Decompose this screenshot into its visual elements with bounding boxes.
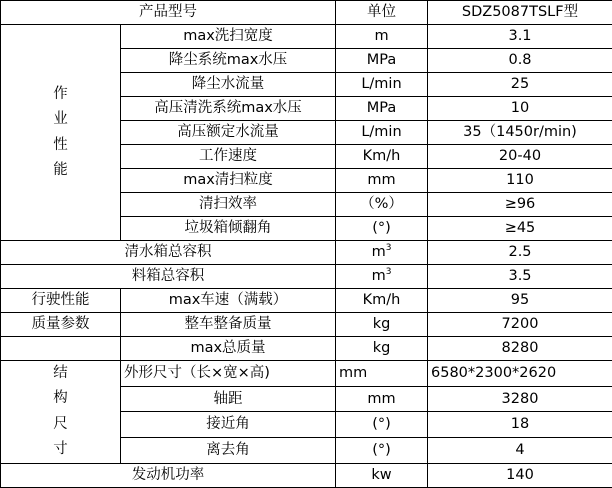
param-unit: Km/h <box>336 145 428 169</box>
param-name: 清扫效率 <box>121 193 336 217</box>
operation-group-label: 作 业 性 能 <box>1 25 121 241</box>
param-name: max车速（满载） <box>121 289 336 313</box>
header-model: SDZ5087TSLF型 <box>428 1 612 25</box>
param-name: 外形尺寸（长×宽×高) <box>121 361 336 387</box>
param-value: 3280 <box>428 386 612 412</box>
header-row <box>1 1 612 25</box>
param-name: 垃圾箱倾翻角 <box>121 217 336 241</box>
param-unit: kg <box>336 337 428 361</box>
param-name: max清扫粒度 <box>121 169 336 193</box>
param-value: 8280 <box>428 337 612 361</box>
param-unit: mm <box>336 361 428 387</box>
table-row <box>1 313 612 337</box>
param-unit: kw <box>336 463 428 487</box>
param-value: 0.8 <box>428 49 612 73</box>
table-row <box>1 289 612 313</box>
param-value: ≥45 <box>428 217 612 241</box>
header-unit: 单位 <box>336 1 428 25</box>
table-row <box>1 361 612 387</box>
param-name: 整车整备质量 <box>121 313 336 337</box>
table-row <box>1 337 612 361</box>
param-name: 清水箱总容积 <box>1 241 336 265</box>
driving-group-label: 行驶性能 <box>1 289 121 313</box>
param-name: 高压清洗系统max水压 <box>121 97 336 121</box>
mass-group-label: 质量参数 <box>1 313 121 337</box>
param-unit: Km/h <box>336 289 428 313</box>
param-unit: （%） <box>336 193 428 217</box>
param-value: 35（1450r/min) <box>428 121 612 145</box>
param-name: max总质量 <box>121 337 336 361</box>
param-name: max洗扫宽度 <box>121 25 336 49</box>
param-value: 2.5 <box>428 241 612 265</box>
param-value: ≥96 <box>428 193 612 217</box>
table-row <box>1 241 612 265</box>
structure-group-label: 结 构 尺 寸 <box>1 361 121 464</box>
param-unit: kg <box>336 313 428 337</box>
param-value: 3.1 <box>428 25 612 49</box>
param-unit: (°) <box>336 217 428 241</box>
param-name: 发动机功率 <box>1 463 336 487</box>
table-row <box>1 25 612 49</box>
param-value: 95 <box>428 289 612 313</box>
table-row <box>1 463 612 487</box>
header-item: 产品型号 <box>1 1 336 25</box>
param-unit: (°) <box>336 437 428 463</box>
param-name: 料箱总容积 <box>1 265 336 289</box>
param-value: 3.5 <box>428 265 612 289</box>
param-name: 工作速度 <box>121 145 336 169</box>
param-unit: (°) <box>336 412 428 438</box>
param-name: 轴距 <box>121 386 336 412</box>
param-value: 18 <box>428 412 612 438</box>
param-unit: mm <box>336 386 428 412</box>
param-unit: $m^3$ <box>336 265 428 289</box>
table-row <box>1 265 612 289</box>
param-unit: m <box>336 25 428 49</box>
param-unit: L/min <box>336 121 428 145</box>
param-name: 离去角 <box>121 437 336 463</box>
param-unit: $m^3$ <box>336 241 428 265</box>
param-name: 降尘系统max水压 <box>121 49 336 73</box>
param-unit: L/min <box>336 73 428 97</box>
param-value: 25 <box>428 73 612 97</box>
param-value: 6580*2300*2620 <box>428 361 612 387</box>
param-value: 20-40 <box>428 145 612 169</box>
param-name: 高压额定水流量 <box>121 121 336 145</box>
param-value: 10 <box>428 97 612 121</box>
param-value: 7200 <box>428 313 612 337</box>
param-name: 接近角 <box>121 412 336 438</box>
param-unit: MPa <box>336 49 428 73</box>
param-unit: mm <box>336 169 428 193</box>
param-name: 降尘水流量 <box>121 73 336 97</box>
empty-group-cell <box>1 337 121 361</box>
param-value: 4 <box>428 437 612 463</box>
param-value: 140 <box>428 463 612 487</box>
param-value: 110 <box>428 169 612 193</box>
param-unit: MPa <box>336 97 428 121</box>
